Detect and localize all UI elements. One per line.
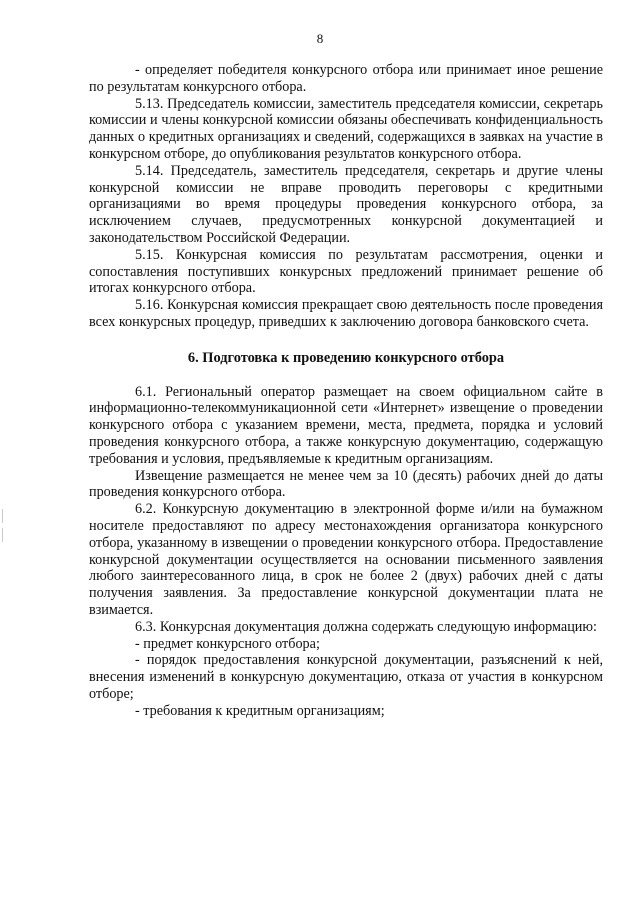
document-body	[89, 62, 603, 719]
list-item-requirements: - требования к кредитным организациям;	[135, 702, 385, 719]
paragraph-6-1: 6.1. Региональный оператор размещает на своем официальном сайте в информационно-телекоммуникационной сети «Интернет» извещение о проведении конкурсного отбора с указанием времени, места, предмета, порядка и условий проведения конкурсного отбора, а также конкурсную документацию, содержащую требования и условия, предъявляемые к кредитным организациям.	[89, 383, 603, 467]
paragraph-6-2: 6.2. Конкурсную документацию в электронной форме и/или на бумажном носителе предоставляют по адресу местонахождения организатора конкурсного отбора, указанному в извещении о проведении конкурсного отбора. Предоставление конкурсной документации осуществляется на основании письменного заявления любого заинтересованного лица, в срок не более 2 (двух) рабочих дней с даты получения заявления. За предоставление конкурсной документации плата не взимается.	[89, 501, 603, 618]
list-item-procedure: - порядок предоставления конкурсной документации, разъяснений к ней, внесения изменений в конкурсную документацию, отказа от участия в конкурсном отборе;	[89, 652, 603, 702]
paragraph-6-1-notice: Извещение размещается не менее чем за 10 (десять) рабочих дней до даты проведения конкурсного отбора.	[89, 467, 603, 501]
section-heading: 6. Подготовка к проведению конкурсного отбора	[187, 349, 505, 366]
paragraph-5-12-item: - определяет победителя конкурсного отбора или принимает иное решение по результатам конкурсного отбора.	[89, 62, 603, 95]
list-item-subject: - предмет конкурсного отбора;	[135, 635, 320, 652]
page-number: 8	[316, 31, 324, 46]
paragraph-5-16: 5.16. Конкурсная комиссия прекращает свою деятельность после проведения всех конкурсных процедур, приведших к заключению договора банковского счета.	[89, 297, 603, 330]
paragraph-5-13: 5.13. Председатель комиссии, заместитель председателя комиссии, секретарь комиссии и члены конкурсной комиссии обязаны обеспечивать конфиденциальность данных о кредитных организациях и сведений, содержащихся в заявках на участие в конкурсном отборе, до опубликования результатов конкурсного отбора.	[89, 95, 603, 162]
margin-line	[2, 528, 3, 542]
paragraph-5-14: 5.14. Председатель, заместитель председателя, секретарь и другие члены конкурсной комиссии не вправе проводить переговоры с кредитными организациями во время процедуры проведения конкурсного отбора, за исключением случаев, предусмотренных конкурсной документацией и законодательством Российской Федерации.	[89, 162, 603, 246]
margin-line	[2, 509, 3, 523]
paragraph-5-15: 5.15. Конкурсная комиссия по результатам рассмотрения, оценки и сопоставления поступивших конкурсных предложений принимает решение об итогах конкурсного отбора.	[89, 246, 603, 297]
paragraph-6-3: 6.3. Конкурсная документация должна содержать следующую информацию:	[135, 618, 597, 635]
